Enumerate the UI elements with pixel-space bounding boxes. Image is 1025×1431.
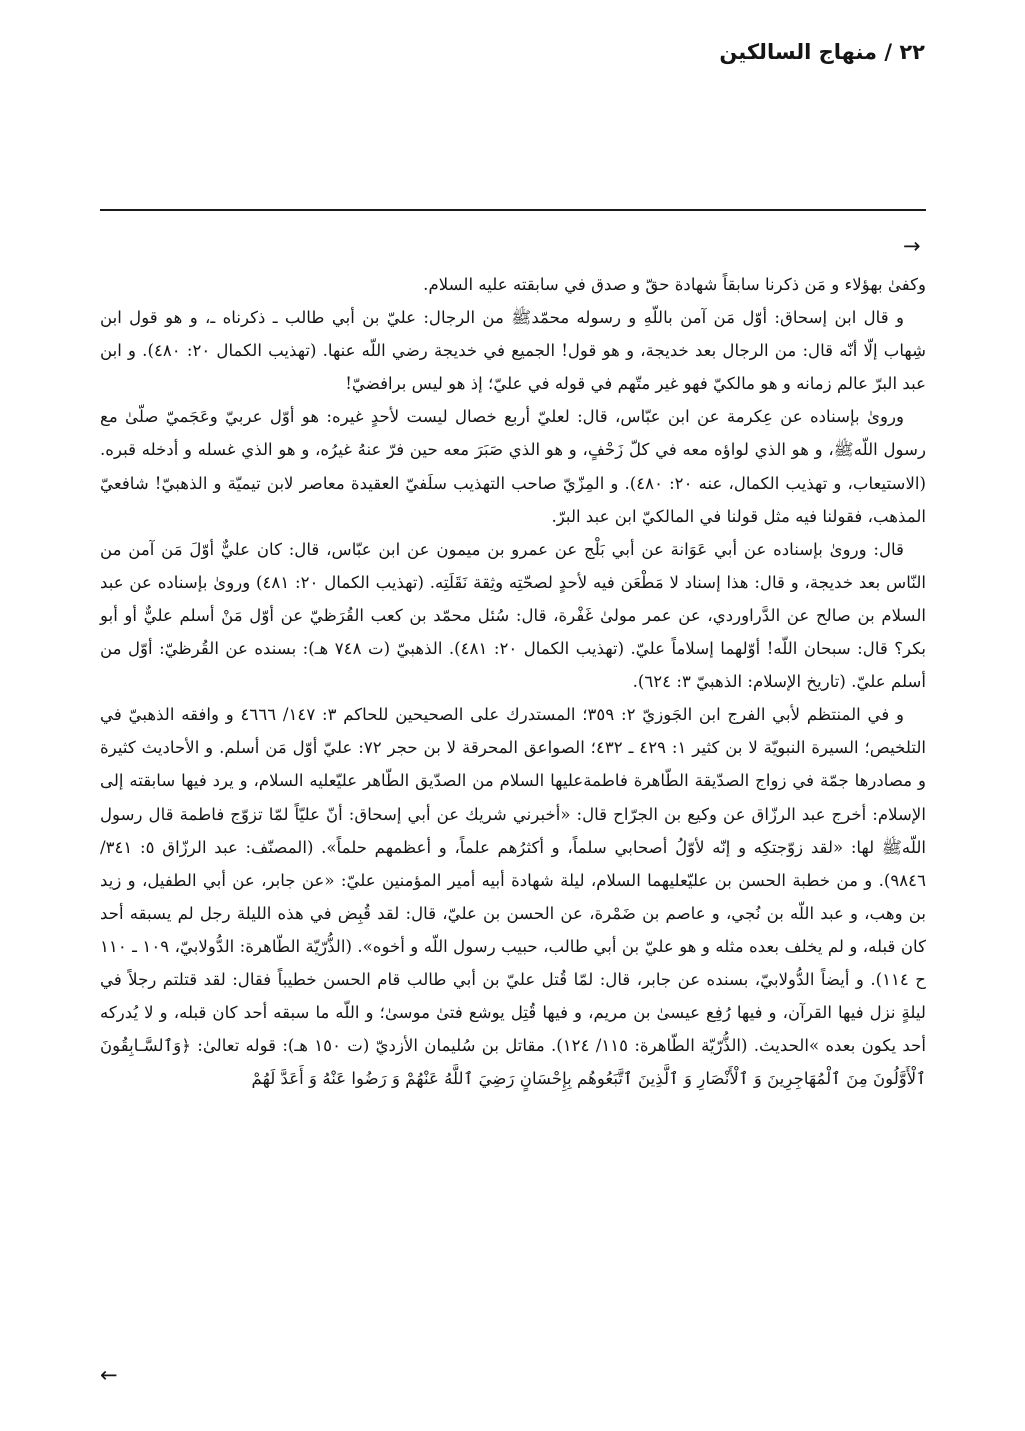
- book-title: منهاج السالكين: [719, 40, 878, 64]
- paragraph-4: قال: ورویٰ بإسناده عن أبي عَوَانة عن أبي بَلْج عن عمرو بن ميمون عن ابن عبّاس، قال: كان عليٌّ أوّلَ مَن آمن من النّاس بعد خديجة، و قال: هذا إسناد لا مَطْعَن فيه لأحدٍ لصحّتِه وثِقة نَقَلَتِه. (تهذيب الكمال ٢٠: ٤٨١) ورویٰ بإسناده عن عبد السلام بن صالح عن الدَّراوردي، عن عمر مولىٰ غَفْرة، قال: سُئل محمّد بن كعب القُرَظيّ عن أوّل مَنْ أسلم عليٌّ أو أبو بكر؟ قال: سبحان اللّه! أوّلهما إسلاماً عليّ. (تهذيب الكمال ٢٠: ٤٨١). الذهبيّ (ت ٧٤٨ هـ): بسنده عن القُرظيّ: أوّل من أسلم عليّ. (تاريخ الإسلام: الذهبيّ ٣: ٦٢٤).: [100, 539, 926, 692]
- continuation-arrow-top: →: [903, 234, 921, 258]
- header-separator: /: [884, 40, 893, 64]
- paragraph-3: ورویٰ بإسناده عن عِكرمة عن ابن عبّاس، قال: لعليّ أربع خصال ليست لأحدٍ غيره: هو أوّل عربيّ وعَجَميّ صلّىٰ مع رسول اللّهﷺ، و هو الذي لواؤه معه في كلّ زَحْفٍ، و هو الذي صَبَرَ معه حين فرّ عنهُ غيرُه، و هو الذي غسله و أدخله قبره. (الاستيعاب، و تهذيب الكمال، عنه ٢٠: ٤٨٠). و المِزّيّ صاحب التهذيب سلَفيّ العقيدة معاصر لابن تيميّة و الذهبيّ! شافعيّ المذهب، فقولنا فيه مثل قولنا في المالكيّ ابن عبد البرّ.: [100, 407, 926, 526]
- paragraph-2: و قال ابن إسحاق: أوّل مَن آمن باللّهِ و رسوله محمّدﷺ من الرجال: عليّ بن أبي طالب ـ ذكرناه ـ، و هو قول ابن شِهاب إلّا أنّه قال: من الرجال بعد خديجة، و هو قول! الجميع في خديجة رضي اللّه عنها. (تهذيب الكمال ٢٠: ٤٨٠). و ابن عبد البرّ عالم زمانه و هو مالكيّ فهو غير متّهم في قوله في عليّ؛ إذ هو ليس برافضيّ!: [100, 308, 926, 394]
- page-header: [719, 40, 925, 64]
- page-number: ٢٢: [899, 40, 925, 64]
- paragraph-1: وكفىٰ بهؤلاء و مَن ذكرنا سابقاً شهادة حقّ و صدق في سابقته عليه السلام.: [423, 275, 926, 294]
- header-divider: [100, 209, 926, 211]
- continuation-arrow-bottom: ←: [100, 1363, 118, 1387]
- paragraph-5: و في المنتظم لأبي الفرج ابن الجَوزيّ ٢: ٣٥٩؛ المستدرك على الصحيحين للحاكم ٣: ١٤٧/ ٤٦٦٦ و وافقه الذهبيّ في التلخيص؛ السيرة النبويّة لا بن كثير ١: ٤٢٩ ـ ٤٣٢؛ الصواعق المحرقة لا بن حجر ٧٢: عليّ أوّل مَن أسلم. و الأحاديث كثيرة و مصادرها جمّة في زواج الصدّيقة الطّاهرة فاطمةعليها السلام من الصدّيق الطّاهر عليّعليه السلام، و يرد فيها سابقته إلى الإسلام: أخرج عبد الرزّاق عن وكيع بن الجرّاح قال: «أخبرني شريك عن أبي إسحاق: أنّ عليّاً لمّا تزوّج فاطمة قال رسول اللّهﷺ لها: «لقد زوّجتكِه و إنّه لأوّلُ أصحابي سلماً، و أكثرُهم علماً، و أعظمهم حلماً». (المصنّف: عبد الرزّاق ٥: ٣٤١/ ٩٨٤٦). و من خطبة الحسن بن عليّعليهما السلام، ليلة شهادة أبيه أمير المؤمنين عليّ: «عن جابر، عن أبي الطفيل، و زيد بن وهب، و عبد اللّه بن نُجي، و عاصم بن ضَمْرة، عن الحسن بن عليّ، قال: لقد قُبِض في هذه الليلة رجل لم يسبقه أحد كان قبله، و لم يخلف بعده مثله و هو عليّ بن أبي طالب، حبيب رسول اللّه و أخوه». (الذُّرّيّة الطّاهرة: الدُّولابيّ، ١٠٩ ـ ١١٠ ح ١١٤). و أيضاً الدُّولابيّ، بسنده عن جابر، قال: لمّا قُتل عليّ بن أبي طالب قام الحسن خطيباً فقال: لقد قتلتم رجلاً في ليلةٍ نزل فيها القرآن، و فيها رُفِع عيسىٰ بن مريم، و فيها قُتِل يوشع فتىٰ موسىٰ؛ و اللّه ما سبقه أحد كان قبله، و لا يُدركه أحد يكون بعده »الحديث. (الذُّرّيّة الطّاهرة: ١١٥/ ١٢٤). مقاتل بن سُليمان الأزديّ (ت ١٥٠ هـ): قوله تعالىٰ: ﴿وَٱلسَّـابِقُونَ ٱلْأَوَّلُونَ مِنَ ٱلْمُهَاجِرِينَ وَ ٱلْأَنْصَارِ وَ ٱلَّذِينَ ٱتَّبَعُوهُم بِإِحْسَانٍ رَضِيَ ٱللَّهُ عَنْهُمْ وَ رَضُوا عَنْهُ وَ أَعَدَّ لَهُمْ: [100, 705, 926, 1089]
- footnote-text: [100, 268, 926, 1095]
